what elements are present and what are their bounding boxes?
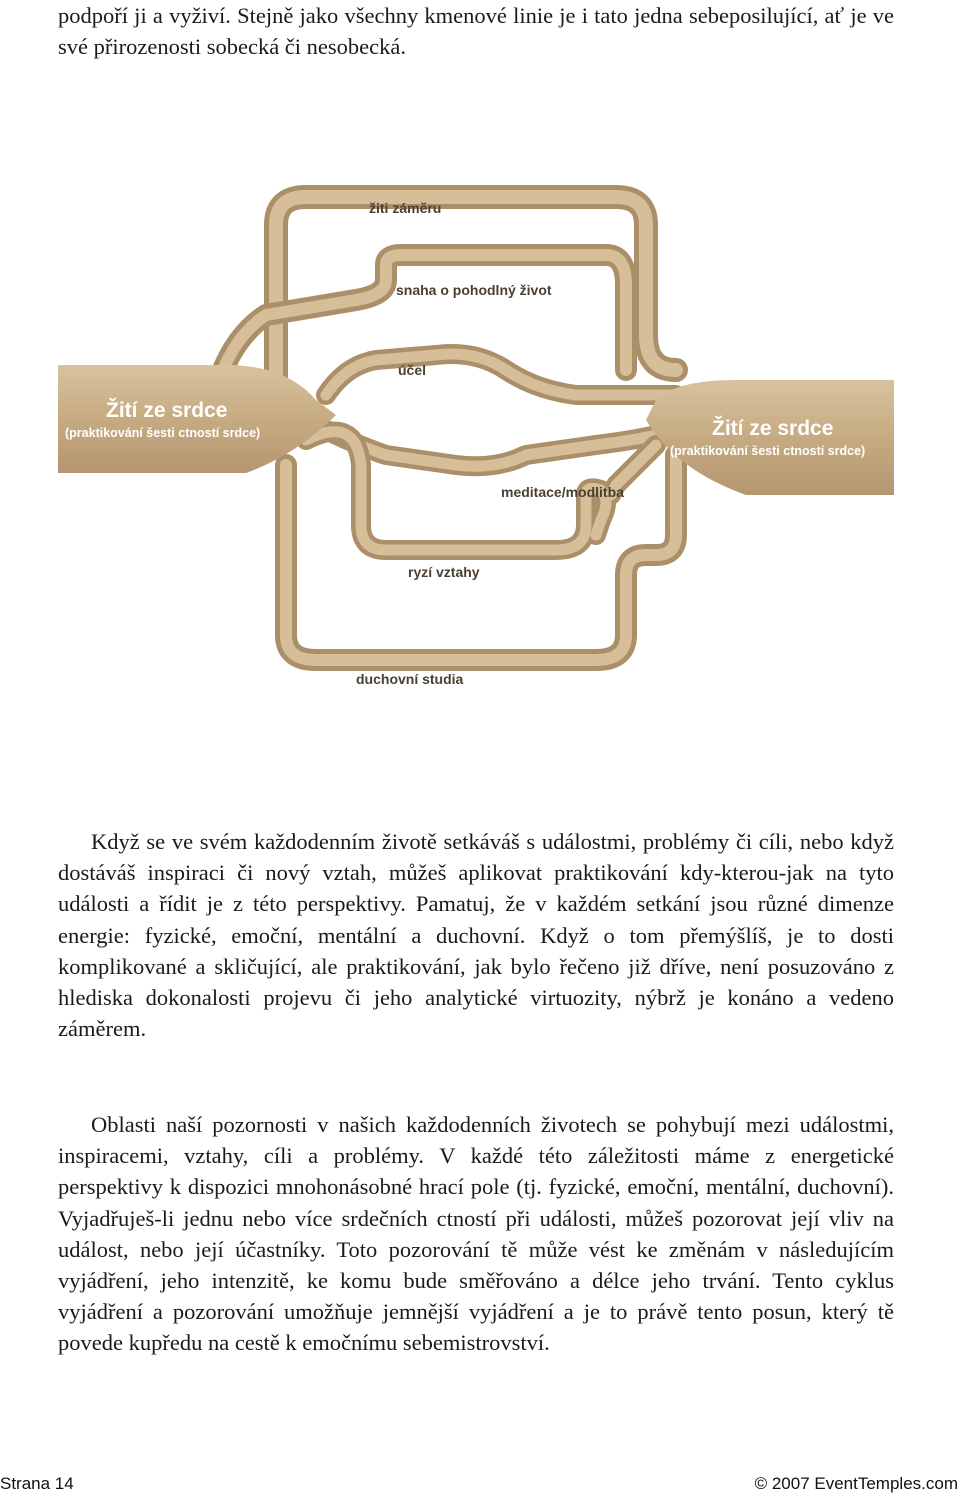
paragraph-1: Když se ve svém každodenním životě setkáváš s událostmi, problémy či cíli, nebo když dostáváš inspiraci či nový vztah, můžeš aplikovat praktikování kdy-kterou-jak na tyto události a řídit je z této perspektivy. Pamatuj, že v každém setkání jsou různé dimenze energie: fyzické, emoční, mentální a duchovní. Když o tom přemýšlíš, je to dosti komplikované a skličující, ale praktikování, jak bylo řečeno již dříve, není posuzováno z hlediska dokonalosti projevu či jeho analytické virtuozity, nýbrž je konáno a vedeno záměrem. <box>58 829 894 1042</box>
label-snaha: snaha o pohodlný život <box>396 282 552 298</box>
heart-living-diagram <box>56 155 896 715</box>
left-title: Žití ze srdce <box>106 399 228 422</box>
copyright: © 2007 EventTemples.com <box>754 1474 958 1493</box>
label-meditace: meditace/modlitba <box>501 484 624 500</box>
label-ryzi-vztahy: ryzí vztahy <box>408 564 480 580</box>
right-title: Žití ze srdce <box>712 417 834 440</box>
label-ucel: účel <box>398 362 427 378</box>
label-ziti-zameru: žiti záměru <box>369 200 442 216</box>
right-subtitle: (praktikování šesti ctností srdce) <box>670 444 866 458</box>
page-number: Strana 14 <box>0 1474 74 1493</box>
left-subtitle: (praktikování šesti ctností srdce) <box>65 426 261 440</box>
paragraph-top: podpoří ji a vyživí. Stejně jako všechny kmenové linie je i tato jedna sebeposilující, ať je ve své přirozenosti sobecká či nesobecká. <box>58 3 894 60</box>
label-duchovni-studia: duchovní studia <box>356 671 464 687</box>
paragraph-2: Oblasti naší pozornosti v našich každodenních životech se pohybují mezi událostmi, inspiracemi, vztahy, cíli a problémy. V každé této záležitosti máme z energetické perspektivy k dispozici mnohonásobné hrací pole (tj. fyzické, emoční, mentální, duchovní). Vyjadřuješ-li jednu nebo více srdečních ctností při události, můžeš pozorovat její vliv na událost, nebo její účastníky. Toto pozorování tě může vést ke změnám v následujícím vyjádření, jeho intenzitě, ke komu bude směřováno a délce jeho trvání. Tento cyklus vyjádření a pozorování umožňuje jemnější vyjádření a je to právě tento posun, který tě povede kupředu na cestě k emočnímu sebemistrovství. <box>58 1112 894 1356</box>
